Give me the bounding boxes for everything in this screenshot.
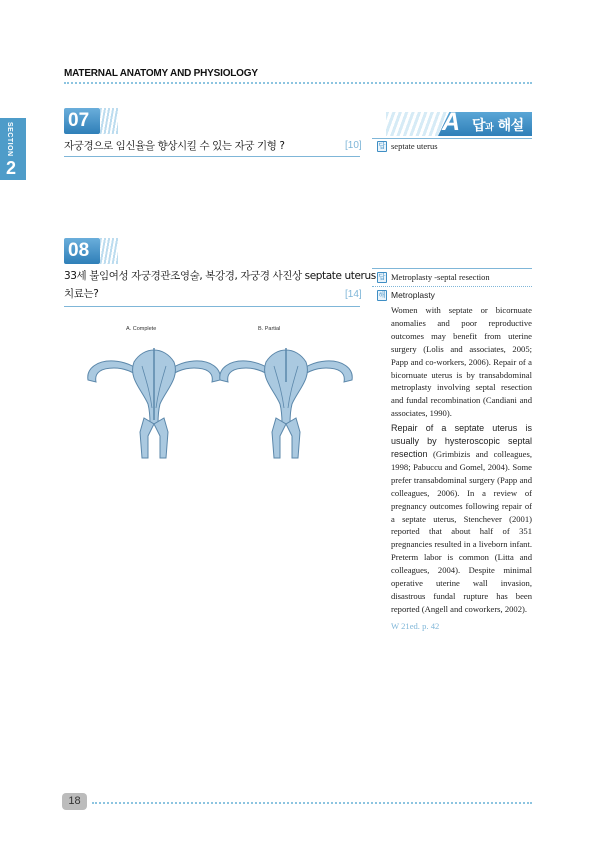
uterus-partial-septum bbox=[216, 340, 356, 460]
explanation-icon: 해 bbox=[378, 291, 386, 299]
source-reference: W 21ed. p. 42 bbox=[391, 620, 440, 631]
banner-title-part1: 답 bbox=[472, 118, 486, 134]
answer-07-text: septate uterus bbox=[391, 141, 438, 151]
question-08-rule bbox=[64, 306, 360, 307]
explanation-title: Metroplasty bbox=[391, 290, 435, 300]
section-label: SECTION bbox=[6, 122, 13, 157]
question-number-stripes bbox=[100, 238, 118, 264]
uterus-complete-septum bbox=[84, 340, 224, 460]
explanation-paragraph-1: Women with septate or bicornuate anomalies and poor reproductive outcomes may benefit from uterine surgery (Lolis and associates, 2005; Papp and co-workers, 2006). Repair of a bicornuate uterus is by transabdominal metroplasty involving septal resection and fundal recombination (Candiani and associates, 1990). bbox=[391, 305, 532, 419]
question-08-text-line1: 33세 불임여성 자궁경관조영술, 복강경, 자궁경 사진상 septate uterus bbox=[64, 270, 376, 282]
answer-icon: 답 bbox=[378, 142, 386, 150]
explanation-lead: Repair of a septate uterus is usually by hysteroscopic septal resection bbox=[391, 423, 532, 459]
header-divider bbox=[64, 82, 532, 84]
explanation-body bbox=[391, 304, 532, 633]
section-tab bbox=[0, 118, 26, 180]
answer-07-rule bbox=[372, 138, 532, 139]
page-number: 18 bbox=[62, 793, 87, 810]
banner-title bbox=[472, 115, 524, 135]
question-07-text: 자궁경으로 임신율을 향상시킬 수 있는 자궁 기형 ? bbox=[64, 140, 285, 152]
question-number-stripes bbox=[100, 108, 118, 134]
figure-label-complete: A. Complete bbox=[126, 326, 157, 332]
question-07-ref: [10] bbox=[345, 140, 362, 151]
question-number-08: 08 bbox=[64, 238, 100, 264]
question-number-07: 07 bbox=[64, 108, 100, 134]
explanation-paragraph-2 bbox=[391, 422, 532, 616]
question-08-ref: [14] bbox=[345, 289, 362, 300]
answer-banner bbox=[386, 108, 532, 136]
question-07-rule bbox=[64, 156, 360, 157]
figure-label-partial: B. Partial bbox=[258, 326, 281, 332]
banner-title-part2: 해설 bbox=[497, 118, 524, 134]
answer-icon: 답 bbox=[378, 273, 386, 281]
running-title: MATERNAL ANATOMY AND PHYSIOLOGY bbox=[64, 68, 258, 79]
answer-08-rule bbox=[372, 268, 532, 269]
answer-08-subrule bbox=[372, 286, 532, 287]
answer-08-text: Metroplasty -septal resection bbox=[391, 272, 490, 282]
banner-title-small: 과 bbox=[485, 123, 494, 133]
explanation-rest: (Grimbizis and colleagues, 1998; Pabuccu and Gomel, 2004). Some prefer transabdominal surgery (Papp and colleagues, 2006). In a review of pregnancy outcomes following repair of a septate uterus, Stenchever (2001) reported that about half of 351 pregnancies resulted in a liveborn infant. Preterm labor is common (Litta and colleagues, 2004). Despite minimal operative uterine wall invasion, disastrous fundal rupture has been reported (Angell and coworkers, 2002). bbox=[391, 448, 532, 614]
section-number: 2 bbox=[6, 158, 17, 178]
footer-divider bbox=[92, 802, 532, 804]
banner-letter: A bbox=[442, 108, 461, 136]
question-08-text-line2: 치료는? bbox=[64, 288, 99, 300]
